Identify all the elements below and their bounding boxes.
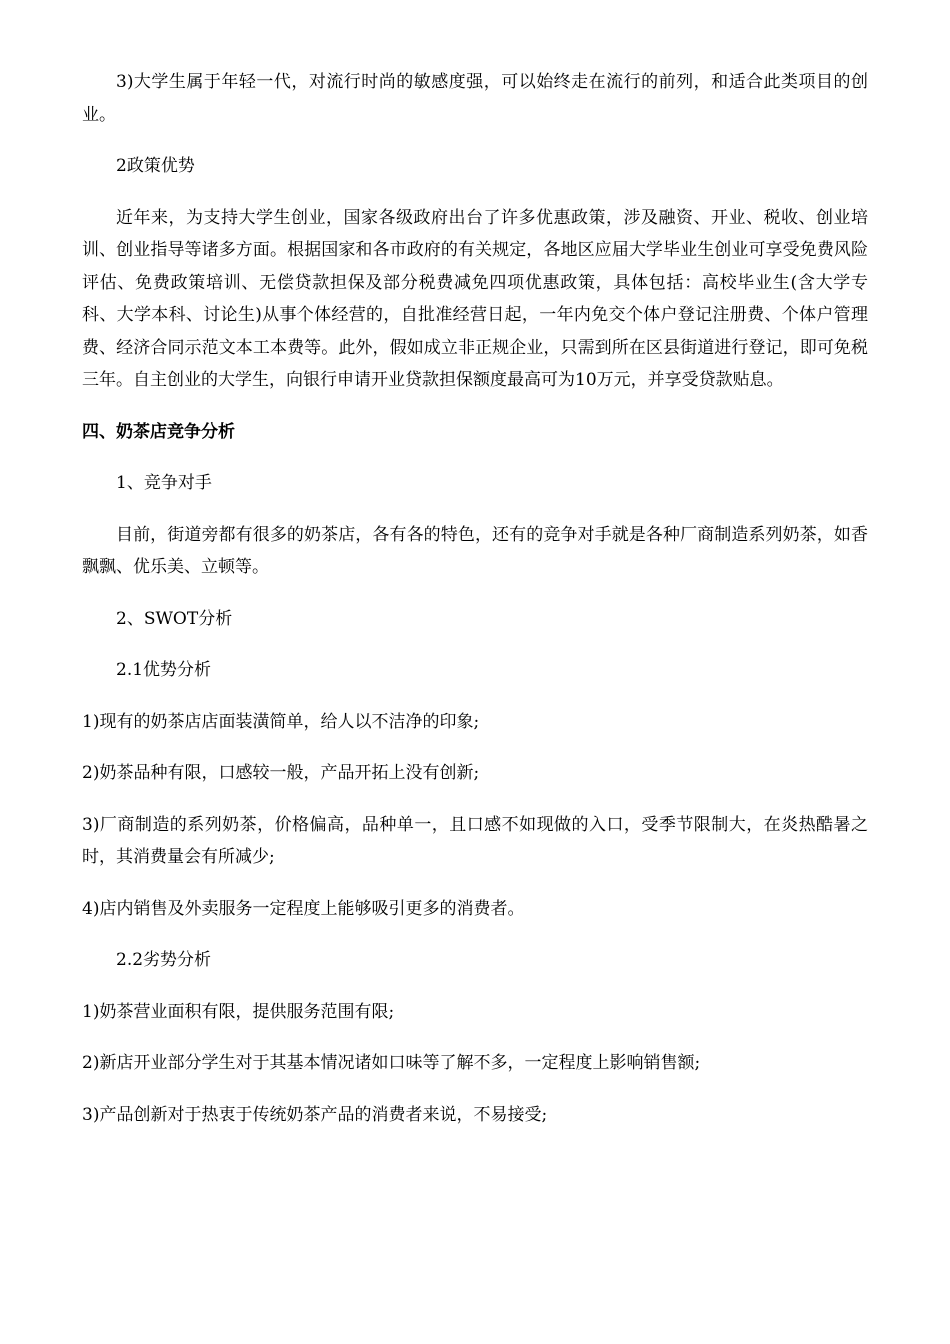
list-item: 4)店内销售及外卖服务一定程度上能够吸引更多的消费者。 — [82, 898, 525, 919]
list-item: 2)奶茶品种有限，口感较一般，产品开拓上没有创新; — [82, 763, 480, 783]
list-item: 1)现有的奶茶店店面装潢简单，给人以不洁净的印象; — [82, 711, 480, 732]
subheading-swot: 2、SWOT分析 — [116, 608, 233, 629]
subheading-policy-advantage: 2政策优势 — [116, 156, 195, 176]
paragraph-competitors: 目前，街道旁都有很多的奶茶店，各有各的特色，还有的竞争对手就是各种厂商制造系列奶茶，如香飘飘、优乐美、立顿等。 — [82, 524, 868, 577]
paragraph-policy: 近年来，为支持大学生创业，国家各级政府出台了许多优惠政策，涉及融资、开业、税收、创业培训、创业指导等诸多方面。根据国家和各市政府的有关规定，各地区应届大学毕业生创业可享受免费风险评估、免费政策培训、无偿贷款担保及部分税费减免四项优惠政策，具体包括：高校毕业生(含大学专科、大学本科、讨论生)从事个体经营的，自批准经营日起，一年内免交个体户登记注册费、个体户管理费、经济合同示范文本工本费等。此外，假如成立非正规企业，只需到所在区县街道进行登记，即可免税三年。自主创业的大学生，向银行申请开业贷款担保额度最高可为10万元，并享受贷款贴息。 — [82, 207, 868, 390]
subheading-weaknesses: 2.2劣势分析 — [116, 950, 212, 970]
list-item: 3)厂商制造的系列奶茶，价格偏高，品种单一，且口感不如现做的入口，受季节限制大，在炎热酷暑之时，其消费量会有所减少; — [82, 814, 868, 867]
subheading-competitors: 1、竞争对手 — [116, 473, 212, 493]
section-heading-competition: 四、奶茶店竞争分析 — [82, 421, 235, 442]
document-page — [82, 66, 868, 1131]
list-item: 3)产品创新对于热衷于传统奶茶产品的消费者来说，不易接受; — [82, 1104, 548, 1125]
subheading-strengths: 2.1优势分析 — [116, 660, 212, 680]
paragraph-student-trend: 3)大学生属于年轻一代，对流行时尚的敏感度强，可以始终走在流行的前列，和适合此类项目的创业。 — [82, 72, 868, 125]
list-item: 2)新店开业部分学生对于其基本情况诸如口味等了解不多，一定程度上影响销售额; — [82, 1053, 701, 1073]
list-item: 1)奶茶营业面积有限，提供服务范围有限; — [82, 1001, 395, 1022]
